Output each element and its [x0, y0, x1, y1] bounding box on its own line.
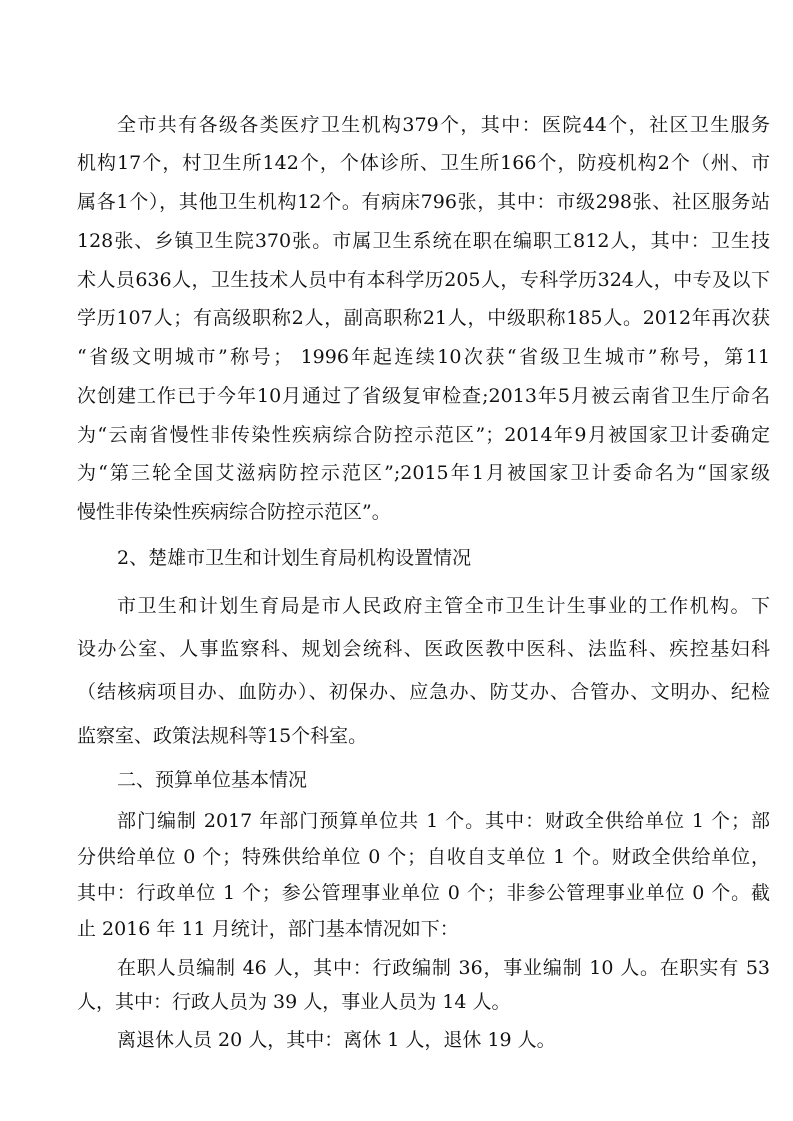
paragraph-2-line-2: 设办公室、人事监察科、规划会统科、医政医教中医科、法监科、疾控基妇科 — [77, 638, 770, 660]
paragraph-1-line-1: 全市共有各级各类医疗卫生机构379个，其中：医院44个，社区卫生服务 — [117, 114, 770, 136]
paragraph-1-line-7: “省级文明城市”称号； 1996年起连续10次获“省级卫生城市”称号，第11 — [77, 346, 770, 368]
paragraph-1-line-11: 慢性非传染性疾病综合防控示范区”。 — [77, 501, 391, 523]
paragraph-4-line-2: 人，其中：行政人员为 39 人，事业人员为 14 人。 — [77, 991, 511, 1013]
paragraph-3-line-3: 其中：行政单位 1 个；参公管理事业单位 0 个；非参公管理事业单位 0 个。截 — [77, 882, 770, 904]
section-heading-org-structure: 2、楚雄市卫生和计划生育局机构设置情况 — [117, 547, 472, 569]
section-heading-budget-units: 二、预算单位基本情况 — [117, 769, 308, 791]
paragraph-2-line-1: 市卫生和计划生育局是市人民政府主管全市卫生计生事业的工作机构。下 — [117, 595, 770, 617]
paragraph-3-line-2: 分供给单位 0 个；特殊供给单位 0 个；自收自支单位 1 个。财政全供给单位， — [77, 846, 770, 868]
paragraph-1-line-6: 学历107人；有高级职称2人，副高职称21人，中级职称185人。2012年再次获 — [77, 307, 770, 329]
paragraph-1-line-2: 机构17个，村卫生所142个，个体诊所、卫生所166个，防疫机构2个（州、市 — [77, 152, 770, 174]
paragraph-1-line-9: 为“云南省慢性非传染性疾病综合防控示范区”；2014年9月被国家卫计委确定 — [77, 424, 770, 446]
paragraph-4-line-1: 在职人员编制 46 人，其中：行政编制 36，事业编制 10 人。在职实有 53 — [117, 957, 770, 979]
paragraph-3-line-1: 部门编制 2017 年部门预算单位共 1 个。其中：财政全供给单位 1 个；部 — [117, 810, 770, 832]
paragraph-1-line-5: 术人员636人，卫生技术人员中有本科学历205人，专科学历324人，中专及以下 — [77, 269, 770, 291]
paragraph-1-line-4: 128张、乡镇卫生院370张。市属卫生系统在职在编职工812人，其中：卫生技 — [77, 230, 770, 252]
paragraph-1-line-3: 属各1个），其他卫生机构12个。有病床796张，其中：市级298张、社区服务站 — [77, 191, 770, 213]
paragraph-3-line-4: 止 2016 年 11 月统计，部门基本情况如下： — [77, 918, 459, 940]
paragraph-2-line-4: 监察室、政策法规科等15个科室。 — [77, 725, 368, 747]
paragraph-5-line-1: 离退休人员 20 人，其中：离休 1 人，退休 19 人。 — [117, 1029, 556, 1051]
paragraph-1-line-10: 为“第三轮全国艾滋病防控示范区”;2015年1月被国家卫计委命名为“国家级 — [77, 462, 770, 484]
paragraph-2-line-3: （结核病项目办、血防办）、初保办、应急办、防艾办、合管办、文明办、纪检 — [77, 681, 770, 703]
paragraph-1-line-8: 次创建工作已于今年10月通过了省级复审检查;2013年5月被云南省卫生厅命名 — [77, 385, 770, 407]
